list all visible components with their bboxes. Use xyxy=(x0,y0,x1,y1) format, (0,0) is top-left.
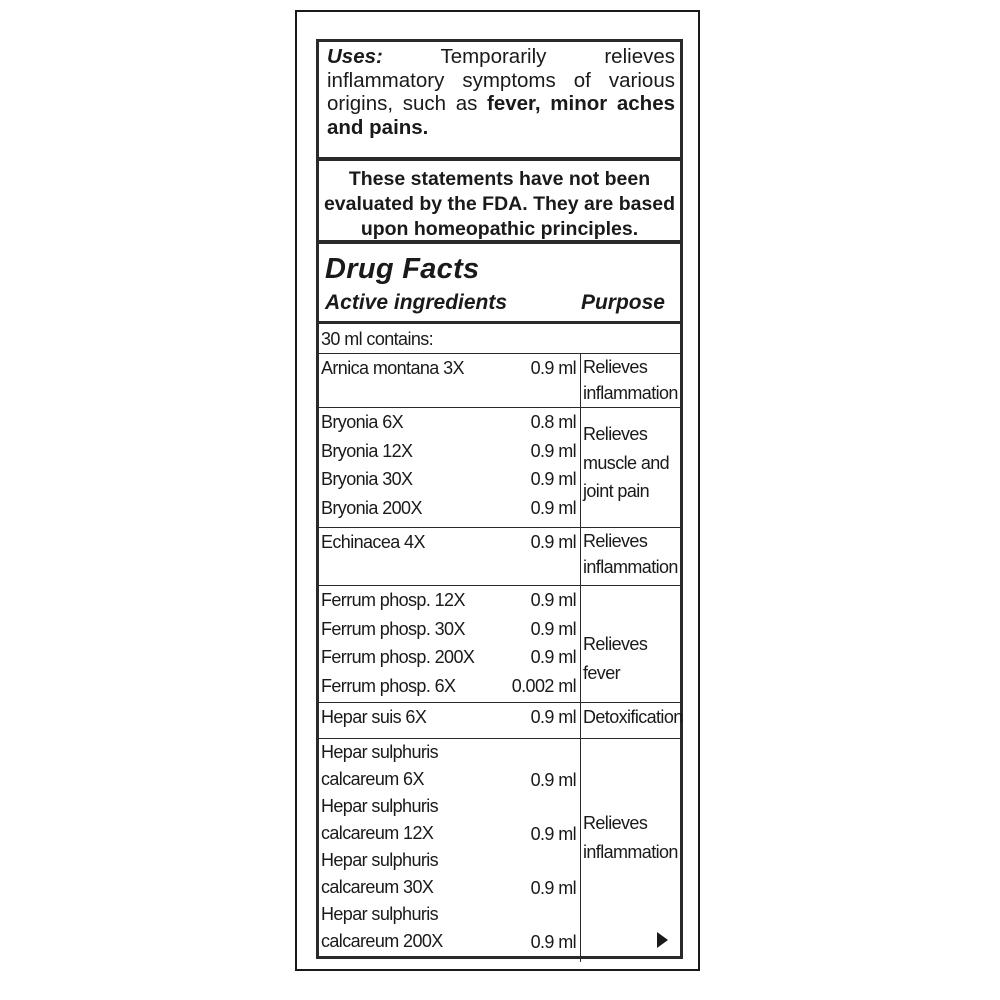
ingredient-name: Bryonia 6X xyxy=(321,412,404,432)
contains-label: 30 ml contains: xyxy=(321,329,434,349)
active-ingredients-header: Active ingredients xyxy=(325,291,508,314)
drug-facts-title: Drug Facts xyxy=(325,253,480,285)
ingredient-purpose: Relieves inflammation xyxy=(583,357,678,403)
ingredient-amount: 0.9 ml xyxy=(530,647,576,667)
ingredient-purpose: Relieves inflammation xyxy=(583,813,678,862)
ingredient-name: Hepar sulphuris calcareum 12X xyxy=(321,796,439,843)
ingredient-amount: 0.9 ml xyxy=(530,497,576,518)
drug-label-box xyxy=(295,10,700,971)
ingredient-amount: 0.9 ml xyxy=(530,878,576,898)
ingredient-name: Ferrum phosp. 6X xyxy=(321,675,456,696)
column-divider xyxy=(580,585,581,702)
uses-text: Temporarily relieves inflammatory symptoms of various origins, such as xyxy=(327,45,675,115)
column-divider xyxy=(580,353,581,407)
ingredient-name: Hepar sulphuris calcareum 200X xyxy=(321,904,443,951)
ingredient-amount: 0.8 ml xyxy=(530,412,576,432)
header-divider xyxy=(319,321,680,324)
drug-facts-panel xyxy=(316,240,683,959)
ingredient-purpose: Relieves inflammation xyxy=(583,531,678,577)
ingredient-name: Ferrum phosp. 30X xyxy=(321,618,465,639)
ingredient-name: Hepar suis 6X xyxy=(321,707,427,727)
ingredient-group xyxy=(319,353,680,407)
ingredient-amount: 0.9 ml xyxy=(530,618,576,639)
ingredient-name: Echinacea 4X xyxy=(321,532,425,552)
uses-label: Uses: xyxy=(327,45,383,68)
uses-panel xyxy=(316,39,683,161)
ingredient-amount: 0.9 ml xyxy=(530,707,576,727)
ingredient-amount: 0.9 ml xyxy=(530,440,576,461)
ingredient-name: Ferrum phosp. 12X xyxy=(321,590,465,610)
ingredient-purpose: Relieves muscle and joint pain xyxy=(583,424,670,501)
purpose-header: Purpose xyxy=(580,291,665,314)
ingredient-purpose: Detoxification xyxy=(583,707,683,727)
ingredient-amount: 0.9 ml xyxy=(530,932,576,952)
fda-statement: These statements have not been evaluated by the FDA. They are based upon homeopathic principles. xyxy=(323,168,676,240)
ingredient-amount: 0.002 ml xyxy=(511,675,576,696)
ingredient-name: Arnica montana 3X xyxy=(321,358,464,378)
column-divider xyxy=(580,527,581,585)
ingredient-group xyxy=(319,702,683,738)
ingredient-group xyxy=(319,738,680,962)
ingredient-amount: 0.9 ml xyxy=(530,770,576,790)
ingredient-amount: 0.9 ml xyxy=(530,358,576,378)
uses-bold-text: fever, minor aches and pains. xyxy=(327,92,675,139)
ingredient-amount: 0.9 ml xyxy=(530,469,576,489)
column-divider xyxy=(580,702,581,738)
ingredient-name: Hepar sulphuris calcareum 6X xyxy=(321,742,439,789)
column-divider xyxy=(580,407,581,527)
ingredient-group xyxy=(319,585,680,702)
ingredient-name: Ferrum phosp. 200X xyxy=(321,647,475,667)
ingredient-purpose: Relieves fever xyxy=(583,634,648,683)
ingredient-name: Hepar sulphuris calcareum 30X xyxy=(321,850,439,897)
ingredient-group xyxy=(319,407,680,527)
ingredient-amount: 0.9 ml xyxy=(530,824,576,844)
ingredient-group xyxy=(319,527,680,585)
ingredient-name: Bryonia 200X xyxy=(321,497,422,518)
ingredient-amount: 0.9 ml xyxy=(530,532,576,552)
ingredient-amount: 0.9 ml xyxy=(530,590,576,610)
ingredient-name: Bryonia 30X xyxy=(321,469,413,489)
continue-arrow-icon xyxy=(657,932,668,948)
fda-statement-panel xyxy=(316,157,683,244)
column-divider xyxy=(580,738,581,962)
ingredient-name: Bryonia 12X xyxy=(321,440,413,461)
